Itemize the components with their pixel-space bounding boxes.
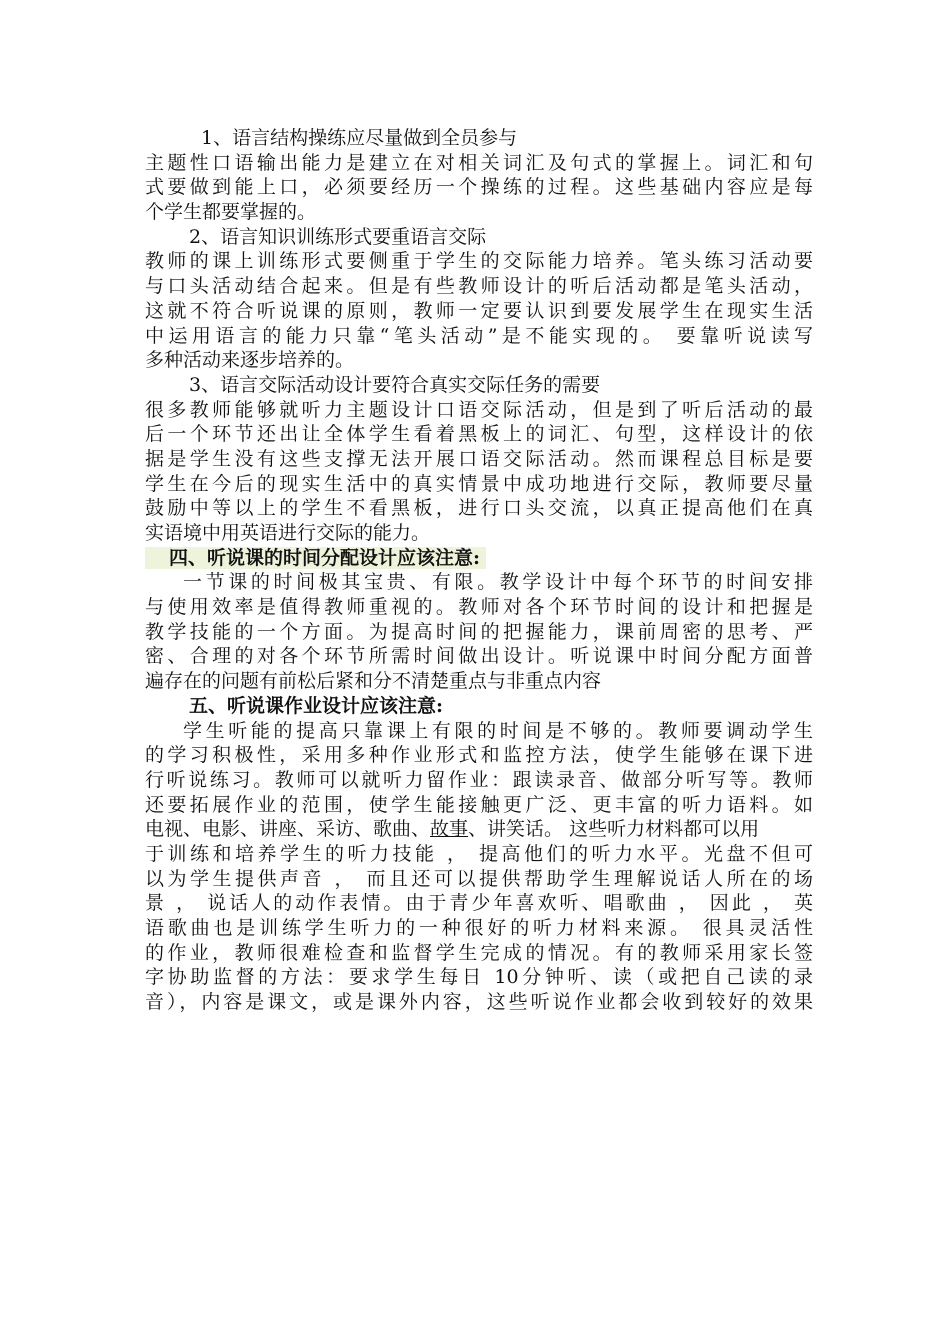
paragraph-line: 这就不符合听说课的原则，教师一定要认识到要发展学生在现实生活 [145, 299, 813, 322]
paragraph-line: 个学生都要掌握的。 [145, 201, 317, 224]
document-body [145, 126, 813, 1015]
line-text-tail: 、讲笑话。 这些听力材料都可以用 [468, 818, 760, 841]
paragraph-line: 实语境中用英语进行交际的能力。 [145, 522, 431, 544]
paragraph-line: 字协助监督的方法：要求学生每日 10分钟听、读（或把自己读的录 [145, 966, 813, 989]
paragraph-line: 语歌曲也是训练学生听力的一种很好的听力材料来源。 很具灵活性 [145, 917, 813, 939]
paragraph-line: 与口头活动结合起来。但是有些教师设计的听后活动都是笔头活动， [145, 275, 813, 298]
paragraph-line: 一节课的时间极其宝贵、有限。教学设计中每个环节的时间安排 [183, 571, 813, 594]
paragraph-line: 多种活动来逐步培养的。 [145, 349, 355, 372]
line-text-start: 电视、电影、讲座、采访、歌曲、 [145, 818, 431, 841]
section-heading: 3、语言交际活动设计要符合真实交际任务的需要 [189, 373, 601, 396]
paragraph-line: 音），内容是课文，或是课外内容，这些听说作业都会收到较好的效果 [145, 991, 813, 1014]
paragraph-line-with-link [145, 817, 813, 842]
paragraph-line: 密、合理的对各个环节所需时间做出设计。听说课中时间分配方面普 [145, 645, 813, 668]
section-heading: 2、语言知识训练形式要重语言交际 [189, 225, 487, 248]
paragraph-line: 于训练和培养学生的听力技能 ， 提高他们的听力水平。光盘不但可 [145, 842, 813, 865]
paragraph-line: 教学技能的一个方面。为提高时间的把握能力，课前周密的思考、严 [145, 620, 813, 643]
paragraph-line: 以为学生提供声音 ， 而且还可以提供帮助学生理解说话人所在的场 [145, 867, 813, 890]
paragraph-line: 鼓励中等以上的学生不看黑板，进行口头交流，以真正提高他们在真 [145, 497, 813, 520]
line-text [145, 817, 759, 842]
paragraph-line: 的作业，教师很难检查和监督学生完成的情况。有的教师采用家长签 [145, 941, 813, 964]
paragraph-line: 还要拓展作业的范围，使学生能接触更广泛、更丰富的听力语料。如 [145, 793, 813, 816]
paragraph-line: 据是学生没有这些支撑无法开展口语交际活动。然而课程总目标是要 [145, 447, 813, 470]
paragraph-line: 行听说练习。教师可以就听力留作业：跟读录音、做部分听写等。教师 [145, 768, 813, 791]
paragraph-line: 后一个环节还出让全体学生看着黑板上的词汇、句型，这样设计的依 [145, 423, 813, 446]
paragraph-line: 与使用效率是值得教师重视的。教师对各个环节时间的设计和把握是 [145, 596, 813, 619]
section-heading-four [145, 546, 813, 571]
paragraph-line: 中运用语言的能力只靠“笔头活动”是不能实现的。 要靠听说读写 [145, 324, 813, 347]
section-heading: 1、语言结构操练应尽量做到全员参与 [201, 127, 518, 149]
paragraph-line: 教师的课上训练形式要侧重于学生的交际能力培养。笔头练习活动要 [145, 250, 813, 273]
paragraph-line: 的学习积极性，采用多种作业形式和监控方法，使学生能够在课下进 [145, 744, 813, 767]
paragraph-line: 式要做到能上口，必须要经历一个操练的过程。这些基础内容应是每 [145, 176, 813, 199]
paragraph-line: 很多教师能够就听力主题设计口语交际活动，但是到了听后活动的最 [145, 398, 813, 421]
paragraph-line: 学生听能的提高只靠课上有限的时间是不够的。教师要调动学生 [183, 719, 813, 742]
paragraph-line: 遍存在的问题有前松后紧和分不清楚重点与非重点内容 [145, 670, 602, 693]
story-link[interactable]: 故事 [430, 818, 469, 841]
heading-highlight: 四、听说课的时间分配设计应该注意: [145, 547, 486, 569]
paragraph-line: 学生在今后的现实生活中的真实情景中成功地进行交际，教师要尽量 [145, 472, 813, 495]
paragraph-line: 景 ， 说话人的动作表情。由于青少年喜欢听、唱歌曲 ， 因此 ， 英 [145, 892, 813, 915]
paragraph-line: 主题性口语输出能力是建立在对相关词汇及句式的掌握上。词汇和句 [145, 151, 813, 174]
section-heading-five: 五、听说课作业设计应该注意: [189, 694, 444, 717]
